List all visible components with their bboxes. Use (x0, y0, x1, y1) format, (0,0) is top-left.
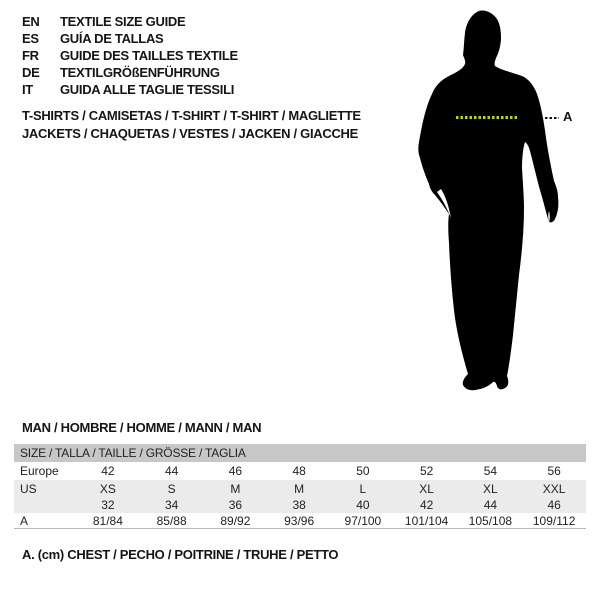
cell: 42 (101, 464, 115, 478)
cell: XS (99, 481, 116, 496)
table-row-us (14, 480, 586, 497)
man-silhouette (405, 0, 600, 410)
cell: 36 (228, 498, 243, 512)
cell: XXL (542, 481, 566, 496)
size-table-header: SIZE / TALLA / TAILLE / GRÖSSE / TAGLIA (14, 444, 586, 462)
measure-leader-line (545, 117, 559, 119)
table-row-chest-cm (14, 513, 586, 529)
cell: 40 (356, 498, 370, 512)
cell: 44 (164, 464, 179, 478)
cell: 50 (356, 464, 370, 478)
language-row (22, 64, 238, 81)
size-table (14, 444, 586, 529)
cell: 52 (419, 464, 434, 478)
language-code: IT (22, 82, 33, 97)
language-code: ES (22, 31, 39, 46)
category-line-tshirts: T-SHIRTS / CAMISETAS / T-SHIRT / T-SHIRT / MAGLIETTE (22, 108, 361, 123)
language-label: TEXTILGRÖßENFÜHRUNG (60, 65, 220, 80)
cell: 109/112 (522, 513, 586, 529)
language-label: GUÍA DE TALLAS (60, 31, 164, 46)
category-line-jackets: JACKETS / CHAQUETAS / VESTES / JACKEN / GIACCHE (22, 126, 358, 141)
chest-measure-line (456, 116, 518, 119)
cell: M (294, 481, 305, 496)
cell: 48 (292, 464, 306, 478)
row-label: US (20, 481, 37, 496)
language-list (22, 13, 238, 98)
cell: 54 (483, 464, 498, 478)
cell: M (230, 481, 241, 496)
cell: 38 (292, 498, 306, 512)
size-table-header-row (14, 444, 586, 462)
language-row (22, 13, 238, 30)
language-label: TEXTILE SIZE GUIDE (60, 14, 186, 29)
language-code: FR (22, 48, 39, 63)
cell: S (167, 481, 176, 496)
language-label: GUIDA ALLE TAGLIE TESSILI (60, 82, 235, 97)
cell: 93/96 (267, 513, 331, 529)
language-label: GUIDE DES TAILLES TEXTILE (60, 48, 238, 63)
cell: 34 (164, 498, 179, 512)
cell: XL (419, 481, 434, 496)
measurement-footnote: A. (cm) CHEST / PECHO / POITRINE / TRUHE / PETTO (22, 547, 339, 562)
row-label: A (14, 513, 76, 529)
language-row (22, 81, 238, 98)
cell: 101/104 (395, 513, 459, 529)
cell: 97/100 (331, 513, 395, 529)
language-code: EN (22, 14, 40, 29)
gender-section-title: MAN / HOMBRE / HOMME / MANN / MAN (22, 420, 262, 435)
man-figure (405, 0, 600, 410)
language-row (22, 30, 238, 47)
cell: XL (483, 481, 498, 496)
table-row-us-numeric (14, 497, 586, 513)
cell: 32 (101, 498, 115, 512)
cell: 42 (419, 498, 434, 512)
table-row-europe (14, 462, 586, 480)
cell: 46 (547, 498, 561, 512)
row-label (14, 497, 76, 513)
man-silhouette-body (418, 10, 558, 390)
cell: 44 (483, 498, 498, 512)
language-code: DE (22, 65, 40, 80)
language-row (22, 47, 238, 64)
cell: 105/108 (459, 513, 523, 529)
cell: 46 (228, 464, 243, 478)
measure-label-a: A (563, 109, 573, 124)
cell: 81/84 (76, 513, 140, 529)
cell: 85/88 (140, 513, 204, 529)
category-list (22, 107, 361, 143)
cell: L (359, 481, 367, 496)
row-label: Europe (20, 464, 59, 478)
cell: 89/92 (204, 513, 268, 529)
cell: 56 (547, 464, 561, 478)
